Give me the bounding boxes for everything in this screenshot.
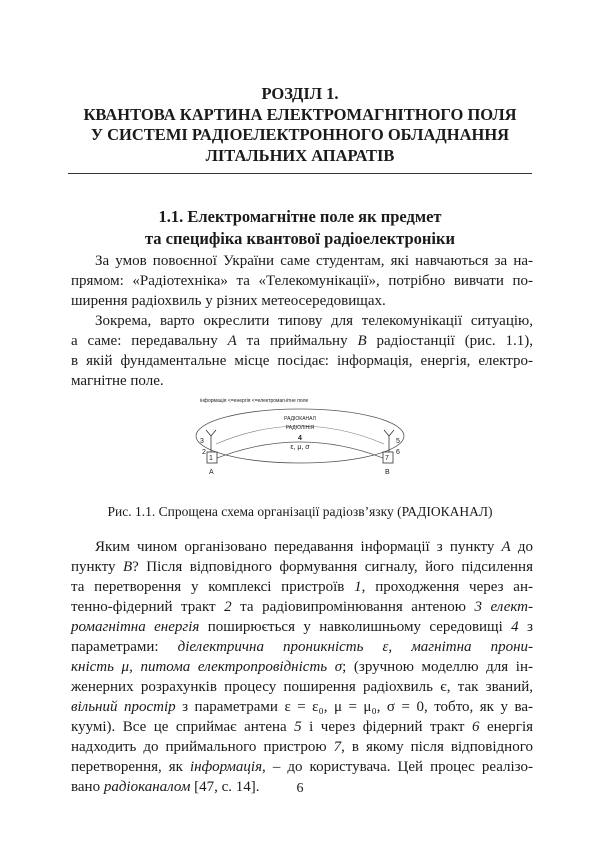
paragraph-intro bbox=[71, 251, 533, 311]
medium-params: ε, μ, σ bbox=[290, 444, 310, 451]
text-line: надходить до приймального пристрою 7, в якому після відповідного bbox=[71, 739, 533, 755]
text-line: пункту B? Після відповідного формування сигналу, його підсилення bbox=[71, 559, 533, 575]
radiochannel-diagram bbox=[190, 394, 410, 486]
text-line: куумі). Все це сприймає антена 5 і через фідерний тракт 6 енергія bbox=[71, 719, 534, 735]
label-2: 2 bbox=[202, 449, 206, 456]
label-7: 7 bbox=[385, 455, 389, 462]
text-line: Яким чином організовано передавання інформації з пункту A до bbox=[95, 539, 534, 555]
chapter-title-line: КВАНТОВА КАРТИНА ЕЛЕКТРОМАГНІТНОГО ПОЛЯ bbox=[83, 104, 517, 124]
chapter-title-line: У СИСТЕМІ РАДІОЕЛЕКТРОННОГО ОБЛАДНАННЯ bbox=[90, 125, 510, 144]
text-line: а саме: передавальну A та приймальну B радіостанції (рис. 1.1), bbox=[71, 333, 534, 349]
medium-number: 4 bbox=[298, 435, 302, 442]
text-line: вільний простір з параметрами ε = ε₀, μ = μ₀, σ = 0, тобто, як у ва- bbox=[71, 699, 533, 715]
text-line: вано радіоканалом [47, с. 14]. bbox=[71, 779, 260, 795]
label-6: 6 bbox=[396, 449, 400, 456]
section-title-line: 1.1. Електромагнітне поле як предмет bbox=[158, 207, 442, 226]
text-line: прямом: «Радіотехніка» та «Телекомунікації», потрібно вивчати по- bbox=[71, 273, 533, 289]
text-line: параметрами: діелектрична проникність ε, магнітна прони- bbox=[71, 639, 534, 655]
text-line: Зокрема, варто окреслити типову для телекомунікації ситуацію, bbox=[95, 313, 533, 329]
figure-top-label: інформація <=енергія <=електромагнітне поле bbox=[200, 398, 309, 404]
text-line: та перетворення у комплексі пристроїв 1, проходження через ан- bbox=[71, 579, 533, 595]
text-line: кність μ, питома електропровідність σ; (зручною моделлю для ін- bbox=[71, 659, 533, 675]
paragraph-transmission bbox=[71, 537, 533, 797]
chapter-title-line: ЛІТАЛЬНИХ АПАРАТІВ bbox=[205, 145, 395, 165]
figure-caption: Рис. 1.1. Спрощена схема організації радіозв’язку (РАДІОКАНАЛ) bbox=[107, 504, 493, 519]
channel-label: РАДІОКАНАЛ bbox=[284, 416, 316, 422]
heading-divider bbox=[68, 173, 532, 174]
radioline-label: РАДІОЛІНІЯ bbox=[285, 425, 315, 431]
label-5: 5 bbox=[396, 438, 400, 445]
point-b: B bbox=[385, 469, 390, 476]
chapter-heading bbox=[60, 84, 540, 166]
text-line: женерних розрахунків процесу поширення радіохвиль є, так званий, bbox=[71, 679, 533, 695]
text-line: тенно-фідерний тракт 2 та радіовипромінювання антеною 3 елект- bbox=[71, 599, 533, 615]
text-line: За умов повоєнної України саме студентам, які навчаються за на- bbox=[95, 253, 533, 269]
label-3: 3 bbox=[200, 438, 204, 445]
section-title-line: та специфіка квантової радіоелектроніки bbox=[145, 229, 455, 248]
section-heading bbox=[60, 206, 540, 250]
label-1: 1 bbox=[209, 455, 213, 462]
paragraph-situation bbox=[71, 311, 533, 391]
text-line: ромагнітна енергія поширюється у навколишньому середовищі 4 з bbox=[71, 619, 533, 635]
text-line: ширення радіохвиль у різних метеосередовищах. bbox=[71, 293, 386, 309]
text-line: в якій фундаментальне місце посідає: інформація, енергія, електро- bbox=[71, 353, 533, 369]
chapter-number: РОЗДІЛ 1. bbox=[261, 84, 339, 103]
text-line: перетворення, як інформація, – до користувача. Цей процес реалізо- bbox=[71, 759, 533, 775]
point-a: A bbox=[209, 469, 214, 476]
page-number: 6 bbox=[296, 781, 304, 796]
text-line: магнітне поле. bbox=[71, 373, 164, 389]
